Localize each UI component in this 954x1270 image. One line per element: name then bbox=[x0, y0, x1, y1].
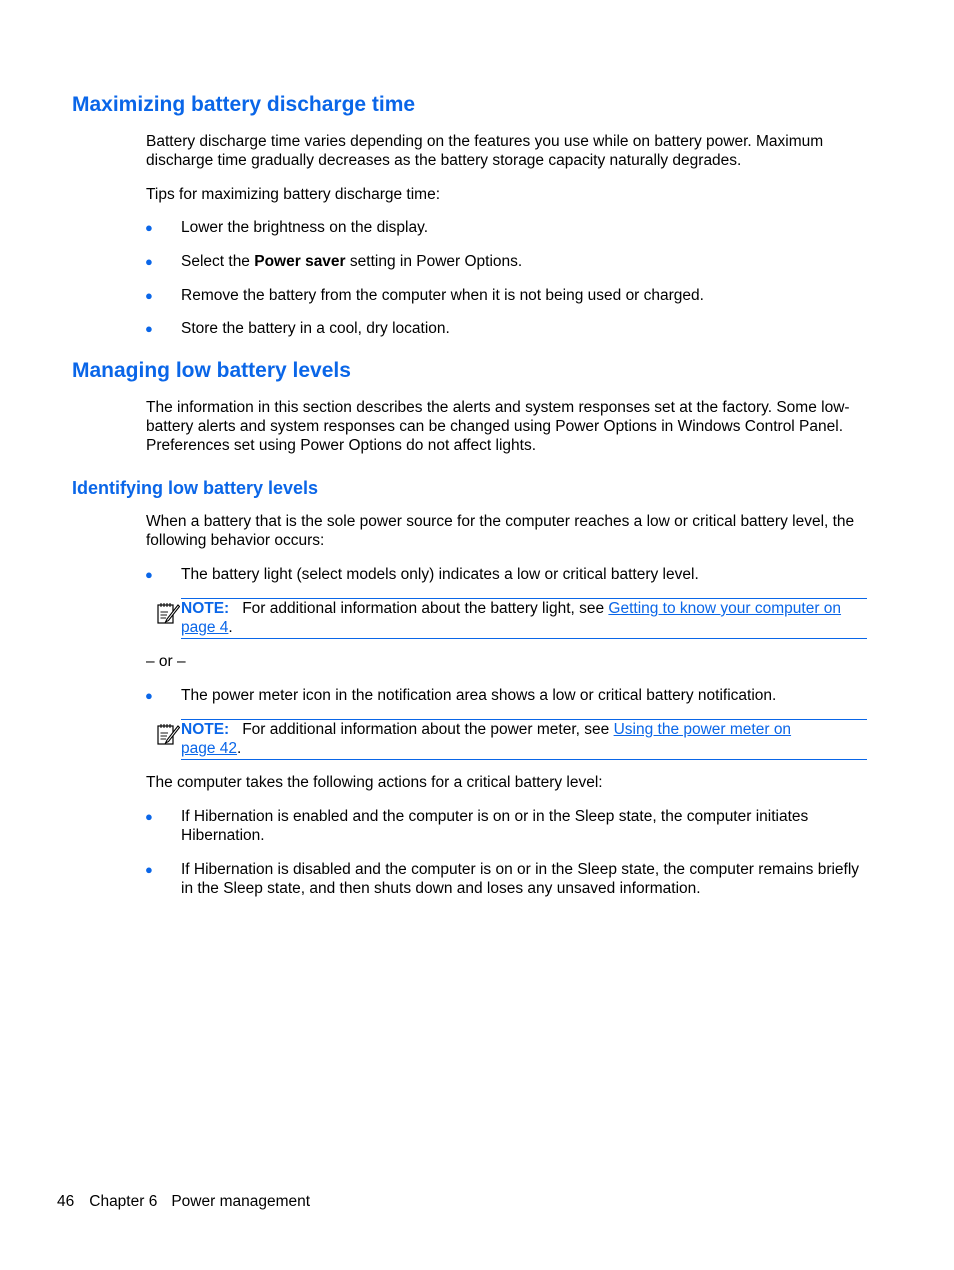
bullet-dot-icon: ● bbox=[145, 862, 153, 877]
heading-maximizing-battery: Maximizing battery discharge time bbox=[72, 93, 416, 116]
note-end: . bbox=[237, 740, 242, 757]
note-text: For additional information about the battery light, see bbox=[242, 600, 609, 617]
paragraph-sole-power-source: When a battery that is the sole power source for the computer reaches a low or critical battery level, the following behavior occurs: bbox=[146, 513, 855, 549]
tip-power-saver-bold: Power saver bbox=[254, 253, 346, 270]
bullet-dot-icon: ● bbox=[145, 220, 153, 235]
page-footer bbox=[57, 1192, 310, 1211]
note-label: NOTE: bbox=[181, 600, 230, 617]
list-item-hibernation-disabled: If Hibernation is disabled and the computer is on or in the Sleep state, the computer remains briefly in the Sleep state, and then shuts down and loses any unsaved information. bbox=[181, 861, 860, 897]
note-pad-icon bbox=[156, 601, 180, 625]
bullet-dot-icon: ● bbox=[145, 321, 153, 336]
list-item-tip-remove-battery: Remove the battery from the computer when it is not being used or charged. bbox=[181, 287, 704, 304]
note-label: NOTE: bbox=[181, 721, 230, 738]
paragraph-discharge-time: Battery discharge time varies depending on the features you use while on battery power. Maximum discharge time gradually decreases as the battery storage capacity naturally degrades. bbox=[146, 133, 824, 169]
paragraph-alerts-info: The information in this section describes the alerts and system responses set at the factory. Some low-battery alerts and system responses can be changed using Power Options in Windows Control Panel. Preferences set using Power Options do not affect lights. bbox=[146, 399, 850, 454]
paragraph-critical-actions: The computer takes the following actions for a critical battery level: bbox=[146, 774, 603, 791]
list-item-tip-store-battery: Store the battery in a cool, dry location. bbox=[181, 320, 450, 337]
link-getting-to-know-computer[interactable]: Getting to know your computer on page 4 bbox=[181, 600, 842, 636]
bullet-dot-icon: ● bbox=[145, 809, 153, 824]
bullet-dot-icon: ● bbox=[145, 567, 153, 582]
or-separator: – or – bbox=[146, 653, 186, 670]
list-item-battery-light: The battery light (select models only) indicates a low or critical battery level. bbox=[181, 566, 699, 583]
chapter-title: Power management bbox=[171, 1193, 311, 1210]
paragraph-tips-intro: Tips for maximizing battery discharge time: bbox=[146, 186, 441, 203]
tip-power-saver-post: setting in Power Options. bbox=[345, 253, 523, 270]
bullet-dot-icon: ● bbox=[145, 688, 153, 703]
note-battery-light bbox=[181, 599, 861, 637]
list-item-power-meter-icon: The power meter icon in the notification area shows a low or critical battery notification. bbox=[181, 687, 777, 704]
bullet-dot-icon: ● bbox=[145, 288, 153, 303]
heading-identifying-low-battery: Identifying low battery levels bbox=[72, 478, 319, 498]
page-number: 46 bbox=[57, 1193, 75, 1210]
note-bottom-rule bbox=[181, 759, 867, 760]
note-bottom-rule bbox=[181, 638, 867, 639]
bullet-dot-icon: ● bbox=[145, 254, 153, 269]
note-power-meter bbox=[181, 720, 801, 758]
note-end: . bbox=[228, 619, 233, 636]
list-item-hibernation-enabled: If Hibernation is enabled and the computer is on or in the Sleep state, the computer initiates Hibernation. bbox=[181, 808, 809, 844]
note-pad-icon bbox=[156, 722, 180, 746]
list-item-tip-power-saver bbox=[181, 252, 861, 271]
chapter-label: Chapter 6 bbox=[89, 1193, 158, 1210]
heading-managing-low-battery: Managing low battery levels bbox=[72, 359, 351, 382]
tip-power-saver-pre: Select the bbox=[181, 253, 255, 270]
note-text: For additional information about the power meter, see bbox=[242, 721, 614, 738]
list-item-tip-brightness: Lower the brightness on the display. bbox=[181, 219, 429, 236]
link-using-power-meter[interactable]: Using the power meter on page 42 bbox=[181, 721, 792, 757]
